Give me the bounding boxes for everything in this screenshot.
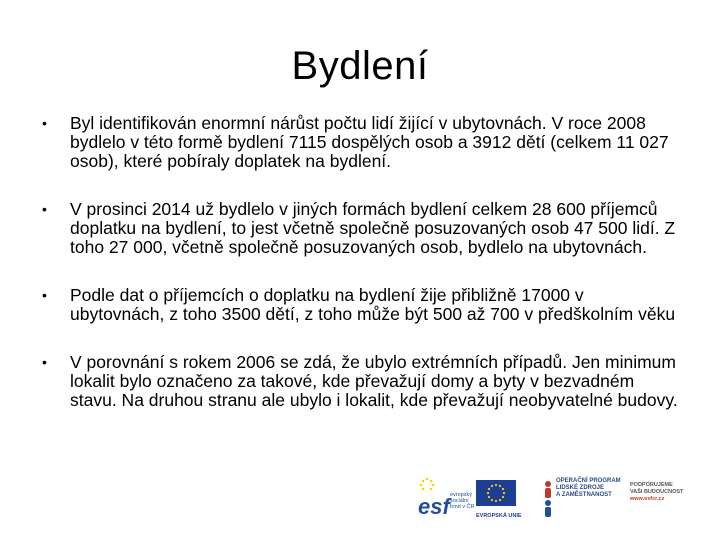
support-logo [630, 482, 690, 503]
esf-caption-1: evropský [450, 492, 473, 498]
op-line-3: A ZAMĚSTNANOST [556, 492, 612, 498]
esf-caption-2: sociální [450, 498, 469, 504]
esf-caption-3: fond v ČR [450, 504, 474, 510]
bullet-text: Byl identifikován enormní nárůst počtu lidí žijící v ubytovnách. V roce 2008 bydlelo v této formě bydlení 7115 dospělých osob a 3912 dětí (celkem 11 027 osob), které pobíraly doplatek na bydlení. [70, 113, 669, 171]
op-line-2: LIDSKÉ ZDROJE [556, 485, 605, 491]
bullet-marker: • [42, 201, 47, 217]
bullet-marker: • [42, 354, 47, 370]
esf-mark: esf [418, 494, 450, 519]
bullet-item [40, 353, 680, 410]
bullet-text: Podle dat o příjemcích o doplatku na bydlení žije přibližně 17000 v ubytovnách, z toho 3500 dětí, z toho může být 500 až 700 v předškolním věku [70, 285, 676, 324]
funding-logos [416, 476, 686, 524]
bullet-item [40, 114, 680, 171]
eu-caption: EVROPSKÁ UNIE [476, 513, 522, 519]
op-line-1: OPERAČNÍ PROGRAM [556, 478, 621, 484]
esf-logo [416, 476, 474, 525]
slide-title: Bydlení [291, 44, 429, 88]
bullet-marker: • [42, 287, 47, 303]
eu-logo [476, 480, 536, 520]
support-line-2: VAŠI BUDOUCNOST [630, 489, 684, 495]
bullet-text: V porovnání s rokem 2006 se zdá, že ubylo extrémních případů. Jen minimum lokalit bylo označeno za takové, kde převažují domy a byty v bezvadném stavu. Na druhou stranu ale ubylo i lokalit, kde převažují neobyvatelné budovy. [70, 352, 678, 410]
esf-emblem-icon [416, 476, 474, 520]
bullet-marker: • [42, 115, 47, 131]
support-url: www.esfcr.cz [630, 496, 665, 502]
bullet-text: V prosinci 2014 už bydlelo v jiných formách bydlení celkem 28 600 příjemců doplatku na bydlení, to jest včetně společně posuzovaných osob 47 500 lidí. Z toho 27 000, včetně společně posuzovaných osob, bydlelo na ubytovnách. [70, 199, 676, 257]
op-people-icon [542, 478, 554, 518]
support-line-1: PODPORUJEME [630, 482, 673, 488]
bullet-item [40, 200, 680, 257]
op-text [556, 478, 621, 499]
eu-flag-icon [476, 480, 516, 508]
bullet-list [40, 114, 680, 439]
bullet-item [40, 286, 680, 324]
